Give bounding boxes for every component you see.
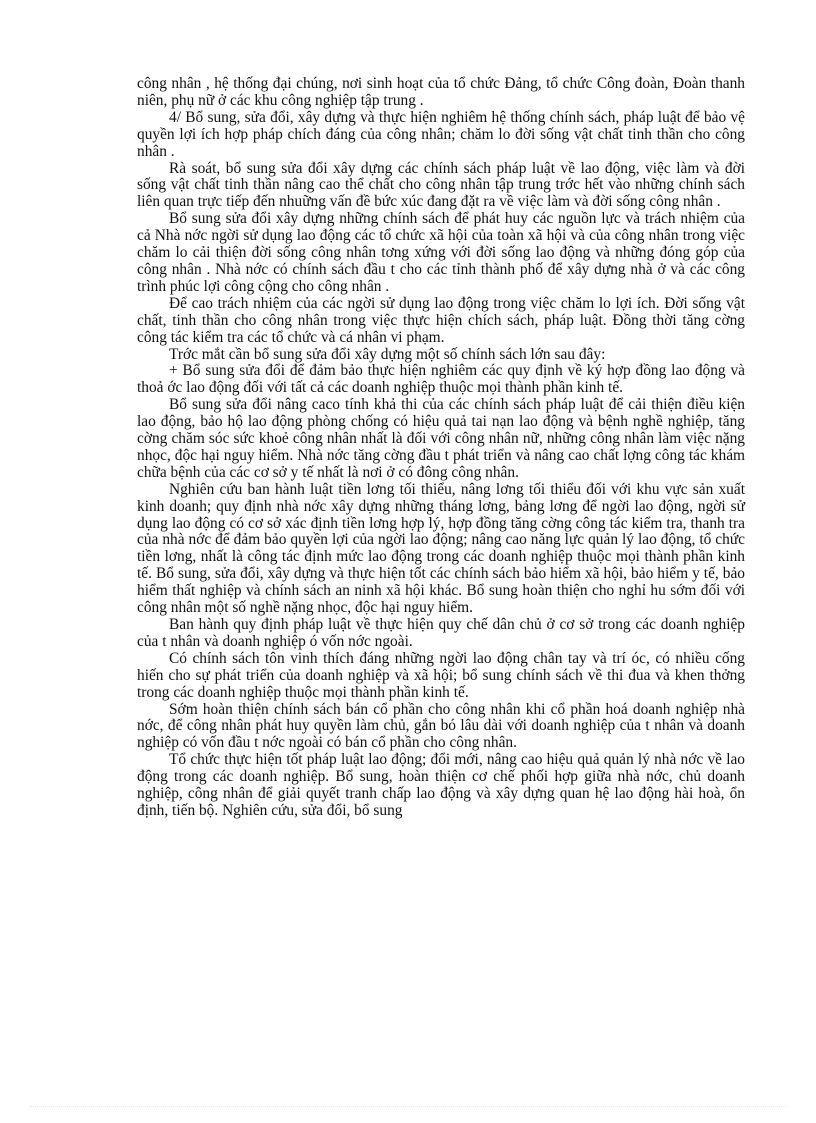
paragraph-3: Rà soát, bổ sung sửa đổi xây dựng các chính sách pháp luật về lao động, việc làm và đời sống vật chất tinh thần nâng cao thể chất cho công nhân tập trung trớc hết vào những chính sách liên quan trực tiếp đến nhuững vấn đề bức xúc đang đặt ra về việc làm và đời sống công nhân . — [137, 159, 745, 211]
paragraph-1: công nhân , hệ thống đại chúng, nơi sinh hoạt của tổ chức Đảng, tổ chức Công đoàn, Đoàn thanh niên, phụ nữ ở các khu công nghiệp tập trung . — [137, 75, 745, 109]
document-body — [137, 76, 745, 820]
paragraph-4: Bổ sung sửa đổi xây dựng những chính sách để phát huy các nguồn lực và trách nhiệm của cả Nhà nớc ngời sử dụng lao động các tổ chức xã hội của toàn xã hội và của công nhân trong việc chăm lo cải thiện đời sống công nhân tơng xứng với đời sống lao động và những đóng góp của công nhân . Nhà nớc có chính sách đầu t cho các tỉnh thành phố để xây dựng nhà ở và các công trình phúc lợi công cộng cho công nhân . — [137, 210, 745, 295]
paragraph-10: Ban hành quy định pháp luật về thực hiện quy chế dân chủ ở cơ sở trong các doanh nghiệp của t nhân và doanh nghiệp ó vốn nớc ngoài. — [137, 616, 745, 650]
paragraph-9: Nghiên cứu ban hành luật tiền lơng tối thiểu, nâng lơng tối thiểu đối với khu vực sản xuất kinh doanh; quy định nhà nớc xây dựng những tháng lơng, bảng lơng để ngời lao động, ngời sử dụng lao động có cơ sở xác định tiền lơng hợp lý, hợp đồng tăng cờng công tác kiểm tra, thanh tra của nhà nớc để đảm bảo quyền lợi của ngời lao động; nâng cao năng lực quản lý lao động, tổ chức tiền lơng, nhất là công tác định mức lao động trong các doanh nghiệp thuộc mọi thành phần kinh tế. Bổ sung, sửa đổi, xây dựng và thực hiện tốt các chính sách bảo hiểm xã hội, bảo hiểm y tế, bảo hiểm thất nghiệp và chính sách an ninh xã hội khác. Bổ sung hoàn thiện cho nghỉ hu sớm đối với công nhân một số nghề nặng nhọc, độc hại nguy hiểm. — [137, 480, 745, 617]
paragraph-12: Sớm hoàn thiện chính sách bán cổ phần cho công nhân khi cổ phần hoá doanh nghiệp nhà nớc, để công nhân phát huy quyền làm chủ, gắn bó lâu dài với doanh nghiệp của t nhân và doanh nghiệp có vốn đầu t nớc ngoài có bán cổ phần cho công nhân. — [137, 700, 745, 752]
paragraph-5: Để cao trách nhiệm của các ngời sử dụng lao động trong việc chăm lo lợi ích. Đời sống vật chất, tinh thần cho công nhân trong việc thực hiện chích sách, pháp luật. Đồng thời tăng cờng công tác kiểm tra các tổ chức và cá nhân vi phạm. — [137, 294, 745, 346]
paragraph-6: Trớc mắt cần bổ sung sửa đổi xây dựng một số chính sách lớn sau đây: — [169, 345, 606, 363]
paragraph-2: 4/ Bổ sung, sửa đổi, xây dựng và thực hiện nghiêm hệ thống chính sách, pháp luật để bảo vệ quyền lợi ích hợp pháp chích đáng của công nhân; chăm lo đời sống vật chất tinh thần cho công nhân . — [137, 108, 745, 160]
paragraph-13: Tổ chức thực hiện tốt pháp luật lao động; đổi mới, nâng cao hiệu quả quản lý nhà nớc về lao động trong các doanh nghiệp. Bổ sung, hoàn thiện cơ chế phối hợp giữa nhà nớc, chủ doanh nghiệp, công nhân để giải quyết tranh chấp lao động và xây dựng quan hệ lao động hài hoà, ổn định, tiến bộ. Nghiên cứu, sửa đổi, bổ sung — [137, 751, 745, 819]
paragraph-7: + Bổ sung sửa đổi để đảm bảo thực hiện nghiêm các quy định về ký hợp đồng lao động và thoả ớc lao động đối với tất cả các doanh nghiệp thuộc mọi thành phần kinh tế. — [137, 362, 745, 397]
paragraph-8: Bổ sung sửa đổi nâng caco tính khả thi của các chính sách pháp luật để cải thiện điều kiện lao động, bảo hộ lao động phòng chống có hiệu quả tai nạn lao động và bệnh nghề nghiệp, tăng cờng chăm sóc sức khoẻ công nhân nhất là đối với công nhân nữ, những công nhân làm việc nặng nhọc, độc hại nguy hiểm. Nhà nớc tăng cờng đầu t phát triển và nâng cao chất lợng công tác khám chữa bệnh của các cơ sở y tế nhất là nơi ở có đông công nhân. — [137, 396, 745, 481]
page-bottom-divider — [30, 1106, 786, 1107]
paragraph-11: Có chính sách tôn vinh thích đáng những ngời lao động chân tay và trí óc, có nhiều cống hiến cho sự phát triển của doanh nghiệp và xã hội; bổ sung chính sách về thi đua và khen thởng trong các doanh nghiệp thuộc mọi thành phần kinh tế. — [137, 649, 745, 701]
